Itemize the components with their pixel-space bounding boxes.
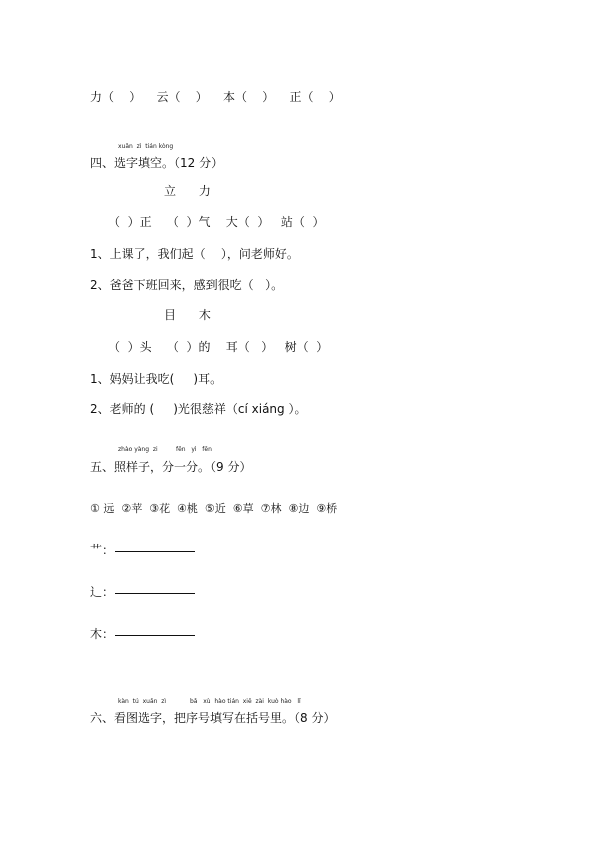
section-4-question-3: 1、妈妈让我吃( )耳。 — [90, 372, 223, 386]
section-4-question-2: 2、爸爸下班回来，感到很吃（ ）。 — [90, 278, 284, 292]
top-row: 力（ ） 云（ ） 本（ ） 正（ ） — [90, 90, 341, 104]
section-5-title: 五、照样子，分一分。（9 分） — [90, 460, 252, 474]
section-5-pinyin-1: zhào yàng zi — [118, 446, 158, 453]
section-4-pinyin: xuǎn zì tián kòng — [118, 143, 174, 150]
section-5-options: ① 远 ②苹 ③花 ④桃 ⑤近 ⑥草 ⑦林 ⑧边 ⑨桥 — [90, 502, 338, 515]
category-walk-label: 辶： — [90, 585, 115, 599]
section-4-question-1: 1、上课了，我们起（ ），问老师好。 — [90, 247, 299, 261]
section-4-word-row-2: （ ）头 （ ）的 耳（ ） 树（ ） — [108, 340, 329, 354]
section-4-title: 四、选字填空。（12 分） — [90, 156, 224, 170]
section-4-choice-chars-2: 目 木 — [164, 308, 211, 322]
category-wood-blank[interactable] — [115, 635, 195, 636]
category-grass-label: 艹： — [90, 543, 115, 557]
category-wood-label: 木： — [90, 627, 115, 641]
section-6-pinyin-1: kàn tú xuǎn zì — [118, 698, 167, 705]
section-4-choice-chars-1: 立 力 — [164, 184, 211, 198]
category-walk-blank[interactable] — [115, 593, 195, 594]
category-grass-blank[interactable] — [115, 551, 195, 552]
section-6-pinyin-2: bǎ xù hào tián xiě zài kuò hào lǐ — [190, 698, 301, 705]
section-5-pinyin-2: fēn yì fēn — [176, 446, 212, 453]
section-4-question-4: 2、老师的 ( )光很慈祥（cí xiáng ）。 — [90, 402, 307, 416]
section-4-word-row-1: （ ）正 （ ）气 大（ ） 站（ ） — [108, 215, 325, 229]
section-6-title: 六、看图选字，把序号填写在括号里。（8 分） — [90, 711, 336, 725]
